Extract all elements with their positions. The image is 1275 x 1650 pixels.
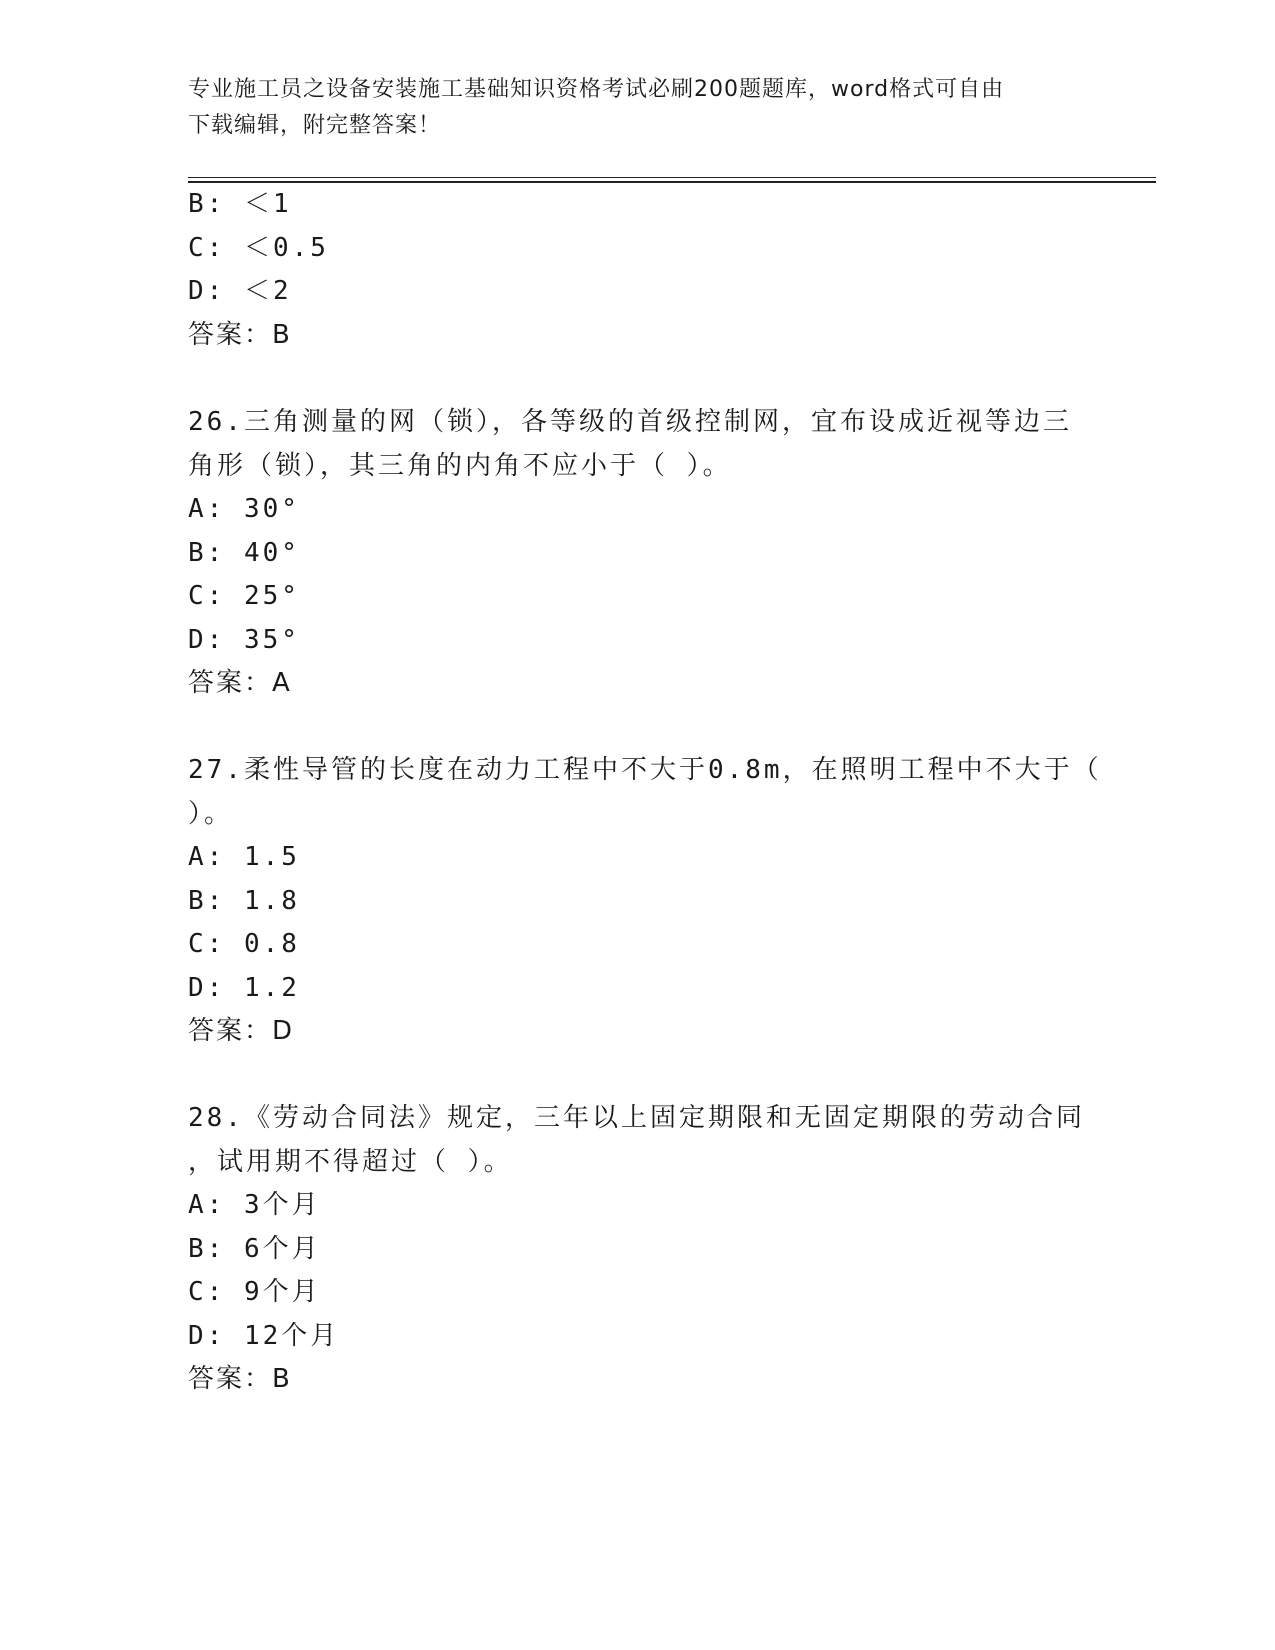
question-28-answer: 答案：B <box>188 1364 292 1394</box>
question-28-option-c: C: 9个月 <box>188 1277 321 1307</box>
document-header <box>188 72 1078 144</box>
header-line-2: 下载编辑，附完整答案！ <box>188 113 442 138</box>
question-27-option-d: D: 1.2 <box>188 973 300 1003</box>
question-26-option-c: C: 25° <box>188 581 300 611</box>
question-27-option-a: A: 1.5 <box>188 842 300 872</box>
question-28-text-line-2: ，试用期不得超过（ ）。 <box>188 1147 513 1177</box>
question-28-option-a: A: 3个月 <box>188 1190 321 1220</box>
question-26-text-line-2: 角形（锁），其三角的内角不应小于（ ）。 <box>188 451 732 481</box>
question-27-option-c: C: 0.8 <box>188 929 300 959</box>
question-27-text-line-2: ）。 <box>188 799 234 829</box>
question-28-option-d: D: 12个月 <box>188 1321 340 1351</box>
answer-line: 答案：B <box>188 320 292 350</box>
question-28-text-line-1: 28.《劳动合同法》规定，三年以上固定期限和无固定期限的劳动合同 <box>188 1103 1085 1133</box>
question-26-option-d: D: 35° <box>188 625 300 655</box>
header-divider-thin <box>188 177 1156 178</box>
option-b: B: ＜1 <box>188 189 292 219</box>
question-26-option-b: B: 40° <box>188 538 300 568</box>
question-27-text-line-1: 27.柔性导管的长度在动力工程中不大于0.8m，在照明工程中不大于（ <box>188 755 1102 785</box>
question-27-option-b: B: 1.8 <box>188 886 300 916</box>
question-26-answer: 答案：A <box>188 668 292 698</box>
question-28-option-b: B: 6个月 <box>188 1234 321 1264</box>
header-divider-thick <box>188 181 1156 183</box>
question-27-answer: 答案：D <box>188 1016 295 1046</box>
question-26-text-line-1: 26.三角测量的网（锁），各等级的首级控制网，宜布设成近视等边三 <box>188 407 1072 437</box>
option-c: C: ＜0.5 <box>188 233 329 263</box>
header-line-1: 专业施工员之设备安装施工基础知识资格考试必刷200题题库，word格式可自由 <box>188 77 1005 102</box>
option-d: D: ＜2 <box>188 276 292 306</box>
question-26-option-a: A: 30° <box>188 494 300 524</box>
